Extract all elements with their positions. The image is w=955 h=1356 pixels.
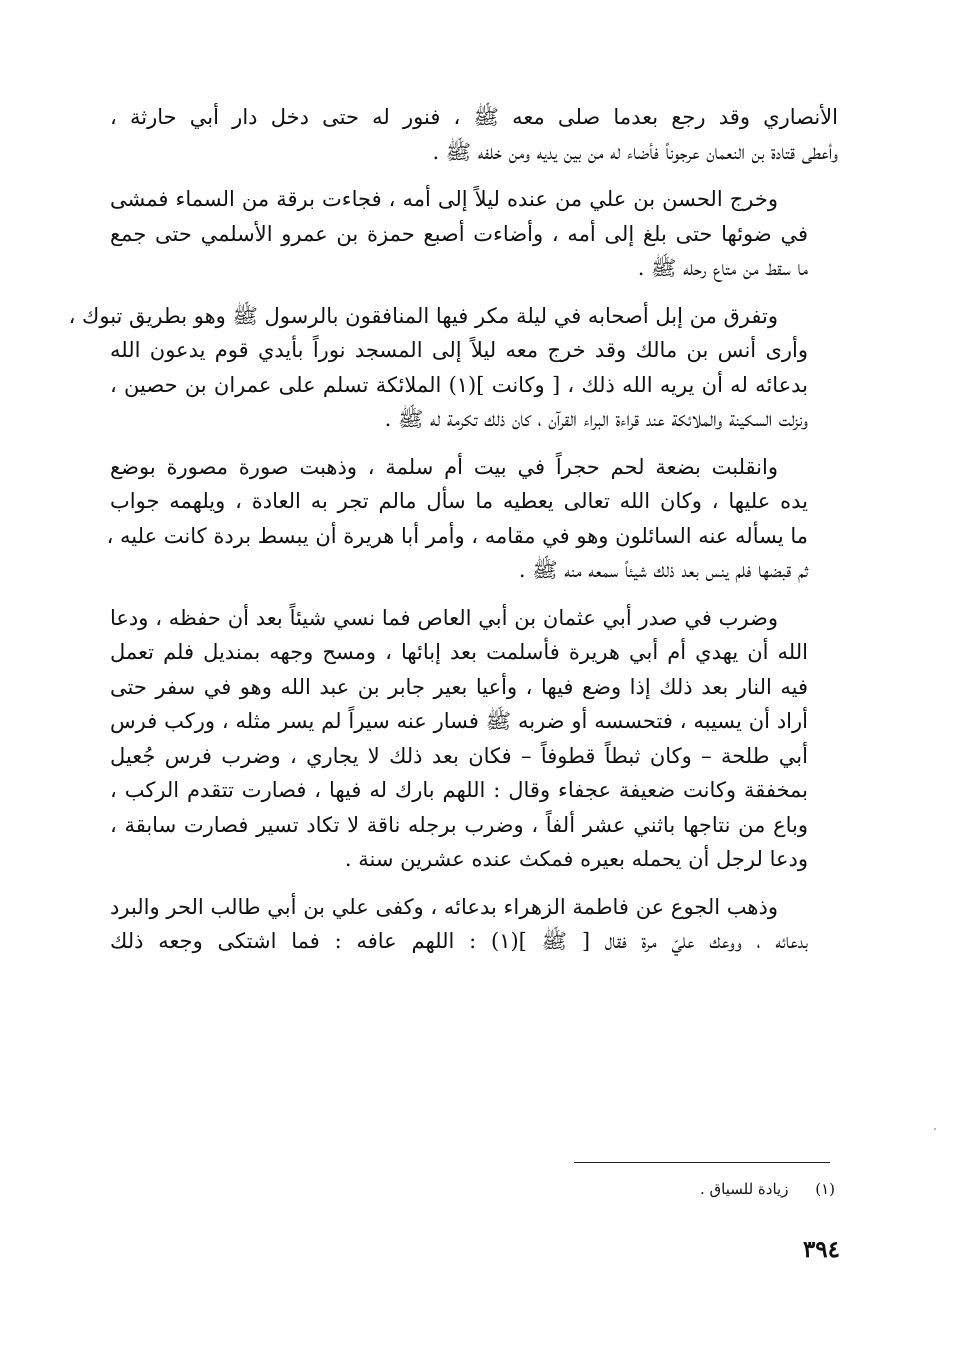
- text-line: بدعائه ، ووعك عليّ مرة فقال [ ﷺ ](١) : اللهم عافه : فما اشتكى وجعه ذلك: [110, 929, 808, 953]
- text-line: وضرب في صدر أبي عثمان بن أبي العاص فما نسي شيئاً بعد أن حفظه ، ودعا: [110, 605, 778, 630]
- text-line: وانقلبت بضعة لحم حجراً في بيت أم سلمة ، وذهبت صورة مصورة بوضع: [110, 454, 778, 479]
- paragraph-3: [68, 299, 838, 437]
- text-line: الأنصاري وقد رجع بعدما صلى معه ﷺ ، فنور له حتى دخل دار أبي حارثة ،: [110, 105, 838, 129]
- text-line: ما يسأله عنه السائلون وهو في مقامه ، وأمر أبا هريرة أن يبسط بردة كانت عليه ،: [106, 523, 808, 548]
- paragraph-6: [110, 890, 838, 959]
- text-line: بدعائه له أن يريه الله ذلك ، [ وكانت ](١) الملائكة تسلم على عمران بن حصين ،: [110, 372, 808, 397]
- footnote-text: زيادة للسياق .: [699, 1180, 789, 1198]
- text-line: وباع من نتاجها باثني عشر ألفاً ، وضرب برجله ناقة لا تكاد تسير فصارت سابقة ،: [110, 812, 808, 837]
- text-line: أراد أن يسيبه ، فتحسسه أو ضربه ﷺ فسار عنه سيراً لم يسر مثله ، وركب فرس: [110, 709, 808, 733]
- scan-mark: [934, 1128, 936, 1130]
- footnote-number: (١): [815, 1180, 835, 1198]
- text-line: فيه النار بعد ذلك إذا وضع فيها ، وأعيا بعير جابر بن عبد الله وهو في سفر حتى: [110, 674, 809, 699]
- text-line: ما سقط من متاع رحله ﷺ .: [637, 256, 808, 280]
- text-line: وأعطى قتادة بن النعمان عرجوناً فأضاء له من بين يديه ومن خلفه ﷺ .: [432, 139, 838, 164]
- text-line: يده عليها ، وكان الله تعالى يعطيه ما سأل مالم تجر به العادة ، ويلهمه جواب: [110, 489, 808, 513]
- text-line: ثم قبضها فلم ينس بعد ذلك شيئاً سمعه منه ﷺ .: [518, 558, 808, 582]
- text-line: أبي طلحة – وكان ثبطاً قطوفاً – فكان بعد ذلك لا يجاري ، وضرب فرس جُعيل: [110, 743, 808, 768]
- paragraph-1: [110, 100, 838, 169]
- text-line: في ضوئها حتى بلغ إلى أمه ، وأضاءت أصبع حمزة بن عمرو الأسلمي حتى جمع: [110, 221, 808, 246]
- page-number: ٣٩٤: [802, 1236, 840, 1263]
- paragraph-5: [110, 601, 838, 877]
- body-text: [68, 100, 838, 972]
- text-line: وخرج الحسن بن علي من عنده ليلاً إلى أمه ، فجاءت برقة من السماء فمشى: [110, 187, 778, 211]
- text-line: وتفرق من إبل أصحابه في ليلة مكر فيها المنافقون بالرسول ﷺ وهو بطريق تبوك ،: [68, 303, 778, 328]
- paragraph-2: [110, 182, 838, 286]
- paragraph-4: [106, 450, 838, 588]
- text-line: ونزلت السكينة والملائكة عند قراءة البراء القرآن ، كان ذلك تكرمة له ﷺ .: [384, 407, 808, 431]
- footnote: [435, 1180, 835, 1198]
- footnote-divider: [574, 1162, 830, 1163]
- text-line: الله أن يهدي أم أبي هريرة فأسلمت بعد إبائها ، ومسح وجهه بمنديل فلم تعمل: [110, 640, 808, 664]
- text-line: وذهب الجوع عن فاطمة الزهراء بدعائه ، وكفى علي بن أبي طالب الحر والبرد: [110, 894, 778, 919]
- text-line: بمخفقة وكانت ضعيفة عجفاء وقال : اللهم بارك له فيها ، فصارت تتقدم الركب ،: [110, 778, 808, 802]
- text-line: ودعا لرجل أن يحمله بعيره فمكث عنده عشرين سنة .: [344, 847, 808, 871]
- text-line: وأرى أنس بن مالك وقد خرج معه ليلاً إلى المسجد نوراً بأيدي قوم يدعون الله: [110, 338, 808, 362]
